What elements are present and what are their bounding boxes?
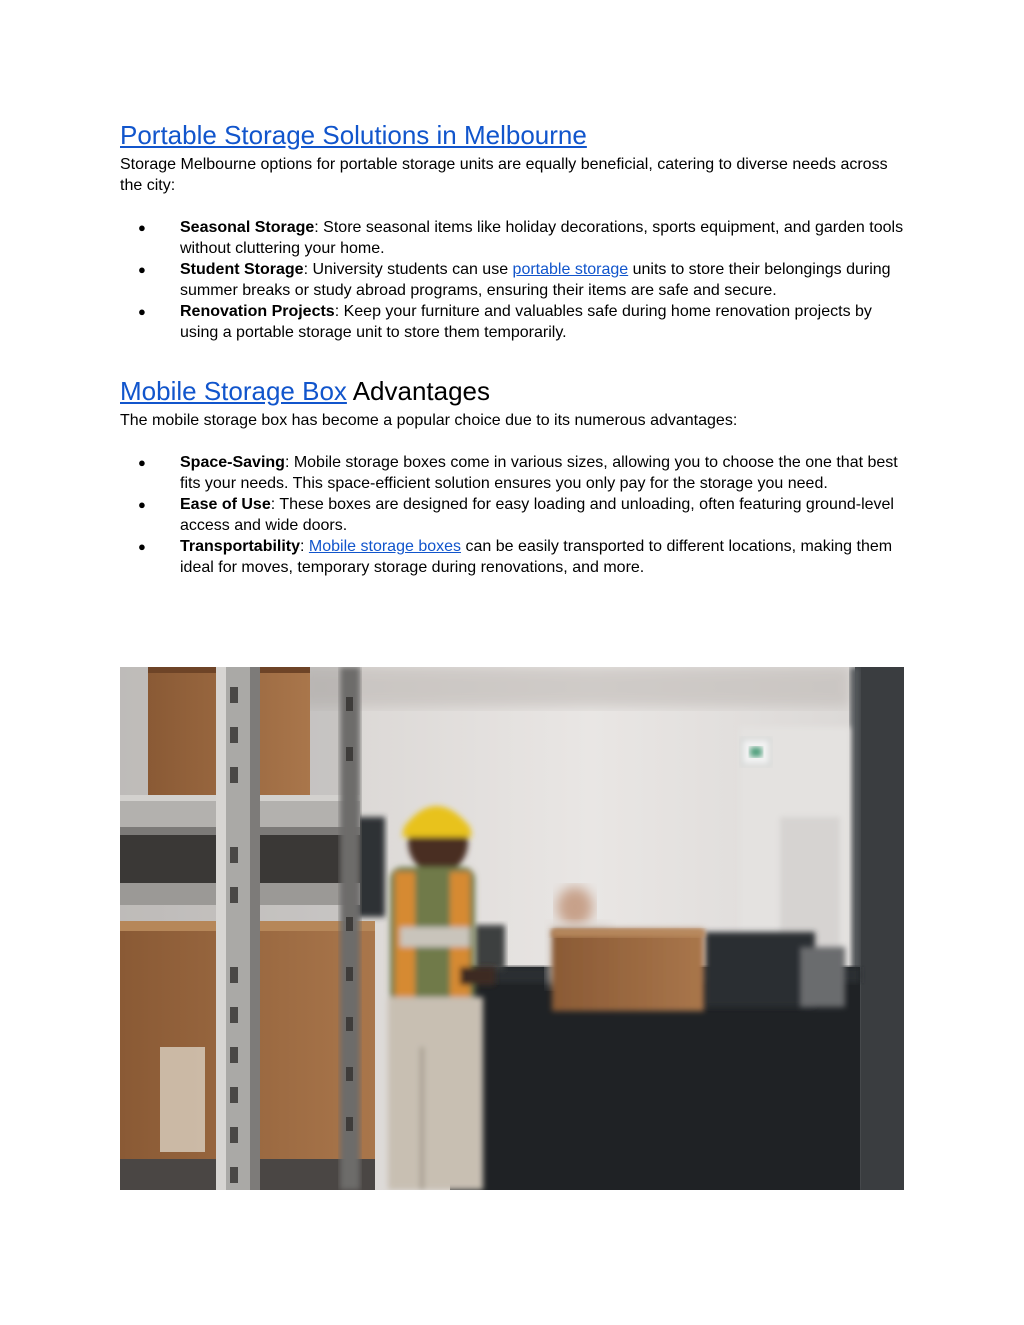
list-item	[138, 494, 910, 536]
list-item-text: can be easily transported to different locations, making them ideal for moves, temporary storage during renovations, and more.	[180, 538, 893, 576]
document-page	[120, 118, 910, 578]
list-item	[138, 536, 910, 578]
section-intro-portable-storage: Storage Melbourne options for portable storage units are equally beneficial, catering to diverse needs across the city:	[120, 156, 888, 194]
list-item	[138, 217, 910, 259]
bullet-list-mobile-storage	[120, 452, 910, 578]
heading-link-mobile-storage-box[interactable]: Mobile Storage Box	[120, 376, 347, 406]
warehouse-photo-illustration	[120, 667, 904, 1190]
list-item-text: : Keep your furniture and valuables safe during home renovation projects by using a portable storage unit to store them temporarily.	[180, 303, 872, 341]
list-item-term: Renovation Projects	[180, 303, 335, 320]
list-item-term: Ease of Use	[180, 496, 271, 513]
list-item-text: units to store their belongings during summer breaks or study abroad programs, ensuring their items are safe and secure.	[180, 261, 891, 299]
list-item	[138, 259, 910, 301]
list-item-text: : University students can use	[303, 261, 513, 278]
list-item-text: : Store seasonal items like holiday decorations, sports equipment, and garden tools without cluttering your home.	[180, 219, 904, 257]
list-item-text: :	[300, 538, 309, 555]
inline-link-mobile-storage-boxes[interactable]: Mobile storage boxes	[308, 538, 462, 555]
bullet-icon: ●	[138, 220, 146, 235]
heading-link-portable-storage[interactable]: Portable Storage Solutions in Melbourne	[120, 120, 587, 150]
section-heading-portable-storage	[120, 118, 910, 152]
list-item	[138, 301, 910, 343]
bullet-list-portable-storage	[120, 217, 910, 343]
section-intro-mobile-storage: The mobile storage box has become a popular choice due to its numerous advantages:	[120, 412, 738, 429]
bullet-icon: ●	[138, 539, 146, 554]
heading-text: Advantages	[346, 376, 491, 406]
list-item-text: : Mobile storage boxes come in various sizes, allowing you to choose the one that best fits your needs. This space-efficient solution ensures you only pay for the storage you need.	[180, 454, 898, 492]
bullet-icon: ●	[138, 455, 146, 470]
section-heading-mobile-storage	[120, 374, 910, 408]
inline-link-portable-storage[interactable]: portable storage	[512, 261, 629, 278]
warehouse-photo	[120, 667, 904, 1190]
section-mobile-storage	[120, 374, 910, 578]
list-item-term: Space-Saving	[180, 454, 285, 471]
list-item-term: Seasonal Storage	[180, 219, 315, 236]
list-item-term: Transportability	[180, 538, 301, 555]
bullet-icon: ●	[138, 497, 146, 512]
bullet-icon: ●	[138, 262, 146, 277]
bullet-icon: ●	[138, 304, 146, 319]
list-item-text: : These boxes are designed for easy loading and unloading, often featuring ground-level access and wide doors.	[180, 496, 894, 534]
list-item	[138, 452, 910, 494]
list-item-term: Student Storage	[180, 261, 304, 278]
